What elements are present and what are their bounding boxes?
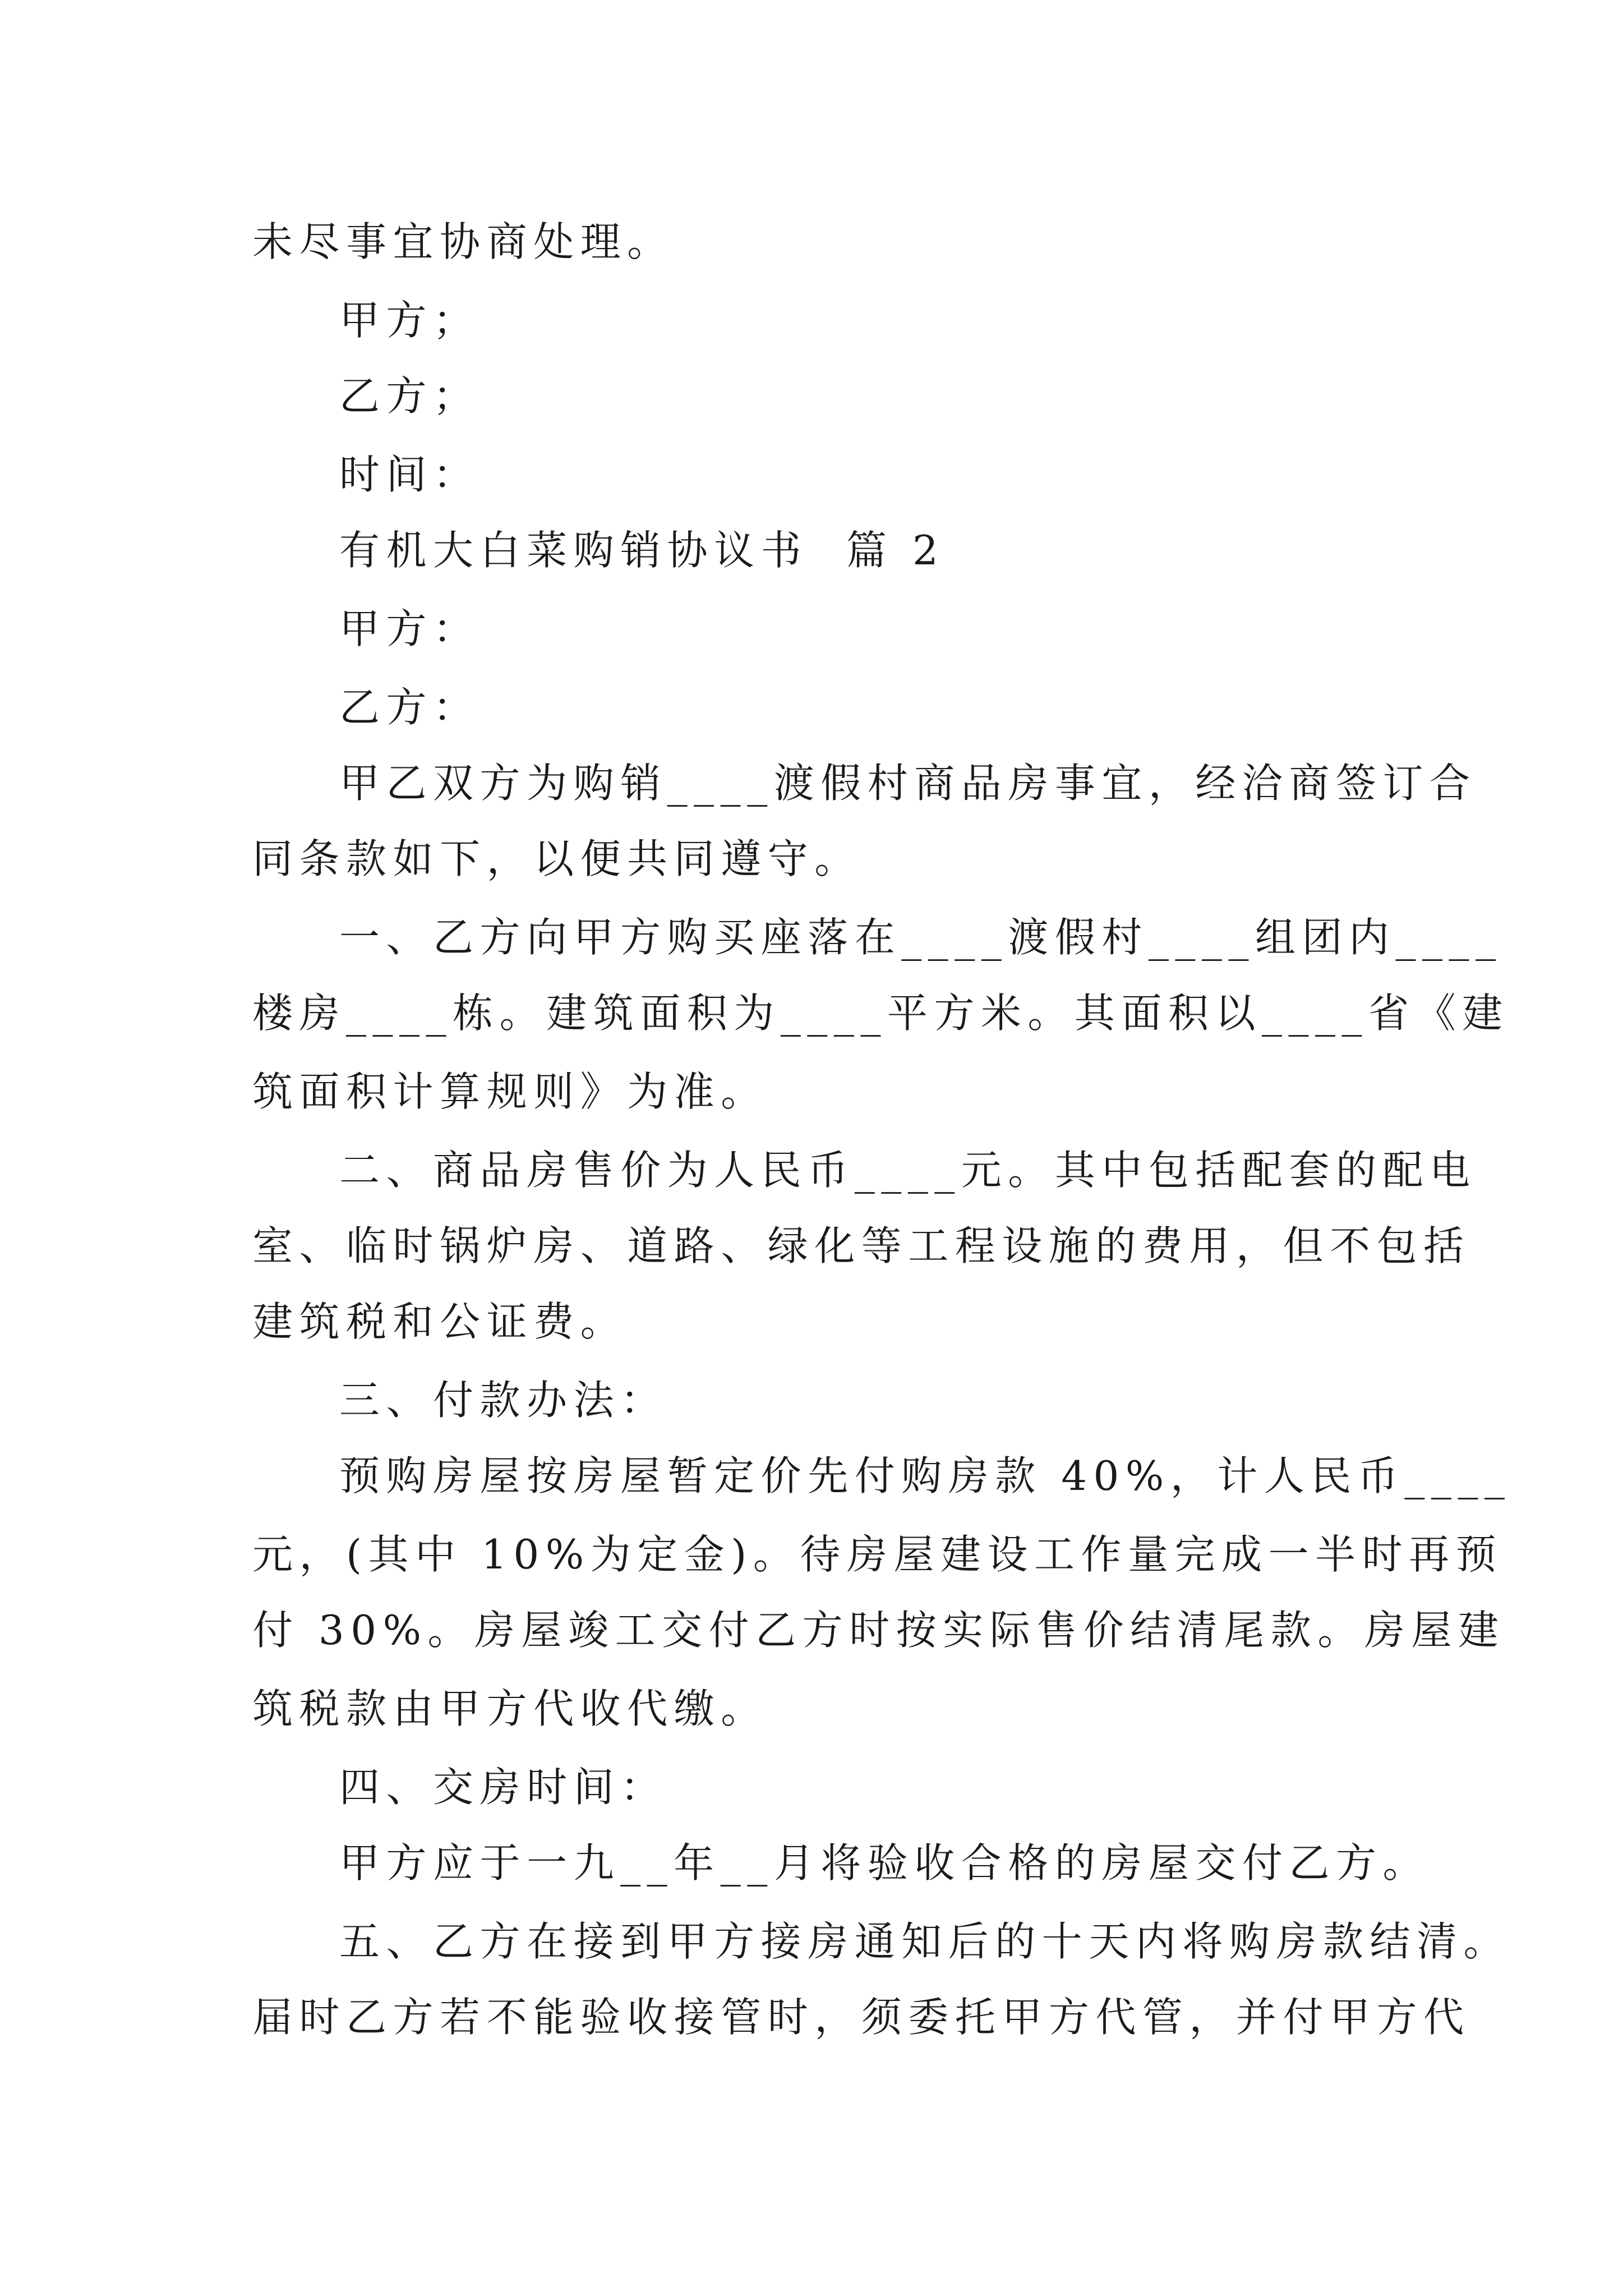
text-line: 未尽事宜协商处理。 <box>252 218 674 265</box>
text-line: 付 30%。房屋竣工交付乙方时按实际售价结清尾款。房屋建 <box>252 1607 1505 1654</box>
party-b-label: 乙方： <box>339 684 480 731</box>
clause-5: 五、乙方在接到甲方接房通知后的十天内将购房款结清。 <box>339 1918 1511 1965</box>
clause-2: 二、商品房售价为人民币____元。其中包括配套的配电 <box>339 1147 1477 1194</box>
clause-4-heading: 四、交房时间： <box>339 1764 667 1811</box>
text-line: 元，(其中 10%为定金)。待房屋建设工作量完成一半时再预 <box>252 1531 1503 1578</box>
text-line: 同条款如下，以便共同遵守。 <box>252 835 861 882</box>
signature-party-a: 甲方； <box>339 297 480 344</box>
text-line: 室、临时锅炉房、道路、绿化等工程设施的费用，但不包括 <box>252 1222 1470 1269</box>
text-line: 筑税款由甲方代收代缴。 <box>252 1685 768 1732</box>
section-heading: 有机大白菜购销协议书 篇 2 <box>339 527 945 574</box>
clause-1: 一、乙方向甲方购买座落在____渡假村____组团内____ <box>339 914 1502 961</box>
text-line: 筑面积计算规则》为准。 <box>252 1068 768 1115</box>
text-line: 楼房____栋。建筑面积为____平方米。其面积以____省《建 <box>252 990 1509 1037</box>
signature-party-b: 乙方； <box>339 372 480 420</box>
signature-date: 时间： <box>339 451 480 498</box>
text-line: 届时乙方若不能验收接管时，须委托甲方代管，并付甲方代 <box>252 1994 1470 2041</box>
text-line: 甲方应于一九__年__月将验收合格的房屋交付乙方。 <box>339 1839 1430 1887</box>
text-line: 预购房屋按房屋暂定价先付购房款 40%，计人民币____ <box>339 1452 1511 1499</box>
text-line: 甲乙双方为购销____渡假村商品房事宜，经洽商签订合 <box>339 760 1477 807</box>
text-line: 建筑税和公证费。 <box>252 1298 628 1345</box>
clause-3-heading: 三、付款办法： <box>339 1377 667 1424</box>
party-a-label: 甲方： <box>339 605 480 652</box>
